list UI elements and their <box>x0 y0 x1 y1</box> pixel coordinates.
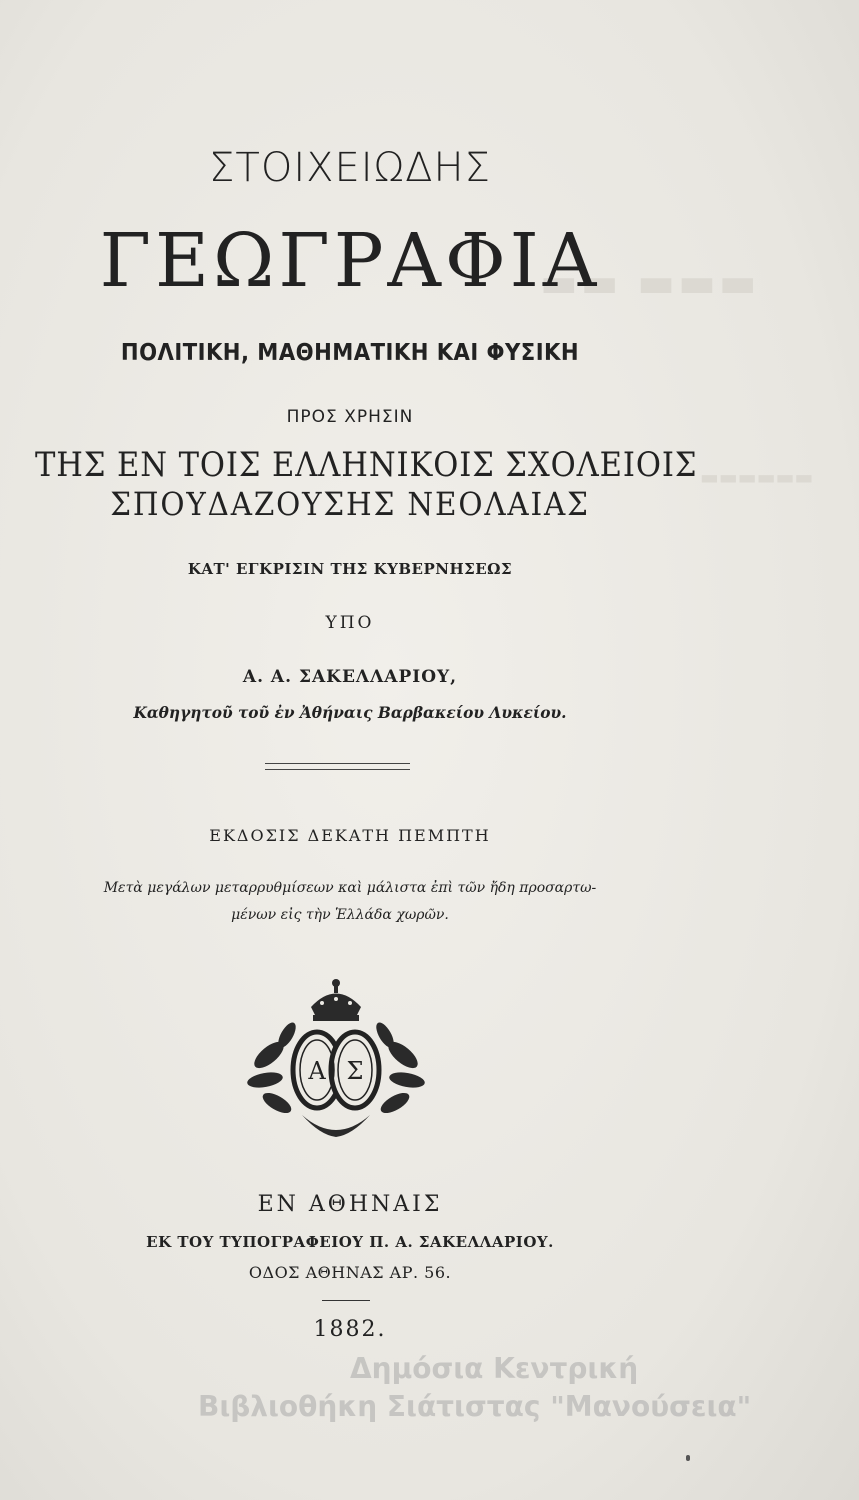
main-title: ΓΕΩΓΡΑΦΙΑ <box>99 218 601 304</box>
year-line: 1882. <box>313 1317 387 1342</box>
show-through-mark: ▬▬▬▬▬▬ <box>700 465 814 489</box>
edition-note-line-2: μένων εἰς τὴν Ἑλλάδα χωρῶν. <box>231 907 449 923</box>
short-rule <box>322 1300 370 1301</box>
edition-line: ΕΚΔΟΣΙΣ ΔΕΚΑΤΗ ΠΕΜΠΤΗ <box>209 826 491 845</box>
audience-line-2: ΣΠΟΥΔΑΖΟΥΣΗΣ ΝΕΟΛΑΙΑΣ <box>110 485 590 523</box>
library-watermark-line-2: Βιβλιοθήκη Σιάτιστας "Μανούσεια" <box>198 1390 752 1423</box>
show-through-mark: ▬▬ ▬▬▬ <box>540 260 760 306</box>
ink-speck <box>686 1455 690 1461</box>
author-title: Καθηγητοῦ τοῦ ἐν Ἀθήναις Βαρβακείου Λυκείου. <box>133 703 567 722</box>
emblem-letter-sigma: Σ <box>346 1057 364 1085</box>
place-line: ΕΝ ΑΘΗΝΑΙΣ <box>257 1192 443 1217</box>
title-line-1: ΣΤΟΙΧΕΙΩΔΗΣ <box>209 145 491 191</box>
purpose-line: ΠΡΟΣ ΧΡΗΣΙΝ <box>286 407 414 427</box>
printer-line: ΕΚ ΤΟΥ ΤΥΠΟΓΡΑΦΕΙΟΥ Π. Α. ΣΑΚΕΛΛΑΡΙΟΥ. <box>146 1233 554 1251</box>
double-rule-top <box>265 763 410 764</box>
edition-note-line-1: Μετὰ μεγάλων μεταρρυθμίσεων καὶ μάλιστα ἐπὶ τῶν ἤδη προσαρτω- <box>103 880 597 896</box>
subtitle: ΠΟΛΙΤΙΚΗ, ΜΑΘΗΜΑΤΙΚΗ ΚΑΙ ΦΥΣΙΚΗ <box>120 340 580 366</box>
approval-line: ΚΑΤ' ΕΓΚΡΙΣΙΝ ΤΗΣ ΚΥΒΕΡΝΗΣΕΩΣ <box>187 560 513 578</box>
address-line: ΟΔΟΣ ΑΘΗΝΑΣ ΑΡ. 56. <box>248 1263 452 1282</box>
emblem-letter-alpha: Α <box>308 1057 326 1085</box>
by-line: ΥΠΟ <box>325 613 375 633</box>
audience-line-1: ΤΗΣ ΕΝ ΤΟΙΣ ΕΛΛΗΝΙΚΟΙΣ ΣΧΟΛΕΙΟΙΣ <box>35 445 698 485</box>
library-watermark-line-1: Δημόσια Κεντρική <box>350 1352 639 1385</box>
author-name: Α. Α. ΣΑΚΕΛΛΑΡΙΟΥ, <box>242 667 458 687</box>
double-rule-bottom <box>265 769 410 770</box>
printer-emblem <box>247 975 425 1140</box>
